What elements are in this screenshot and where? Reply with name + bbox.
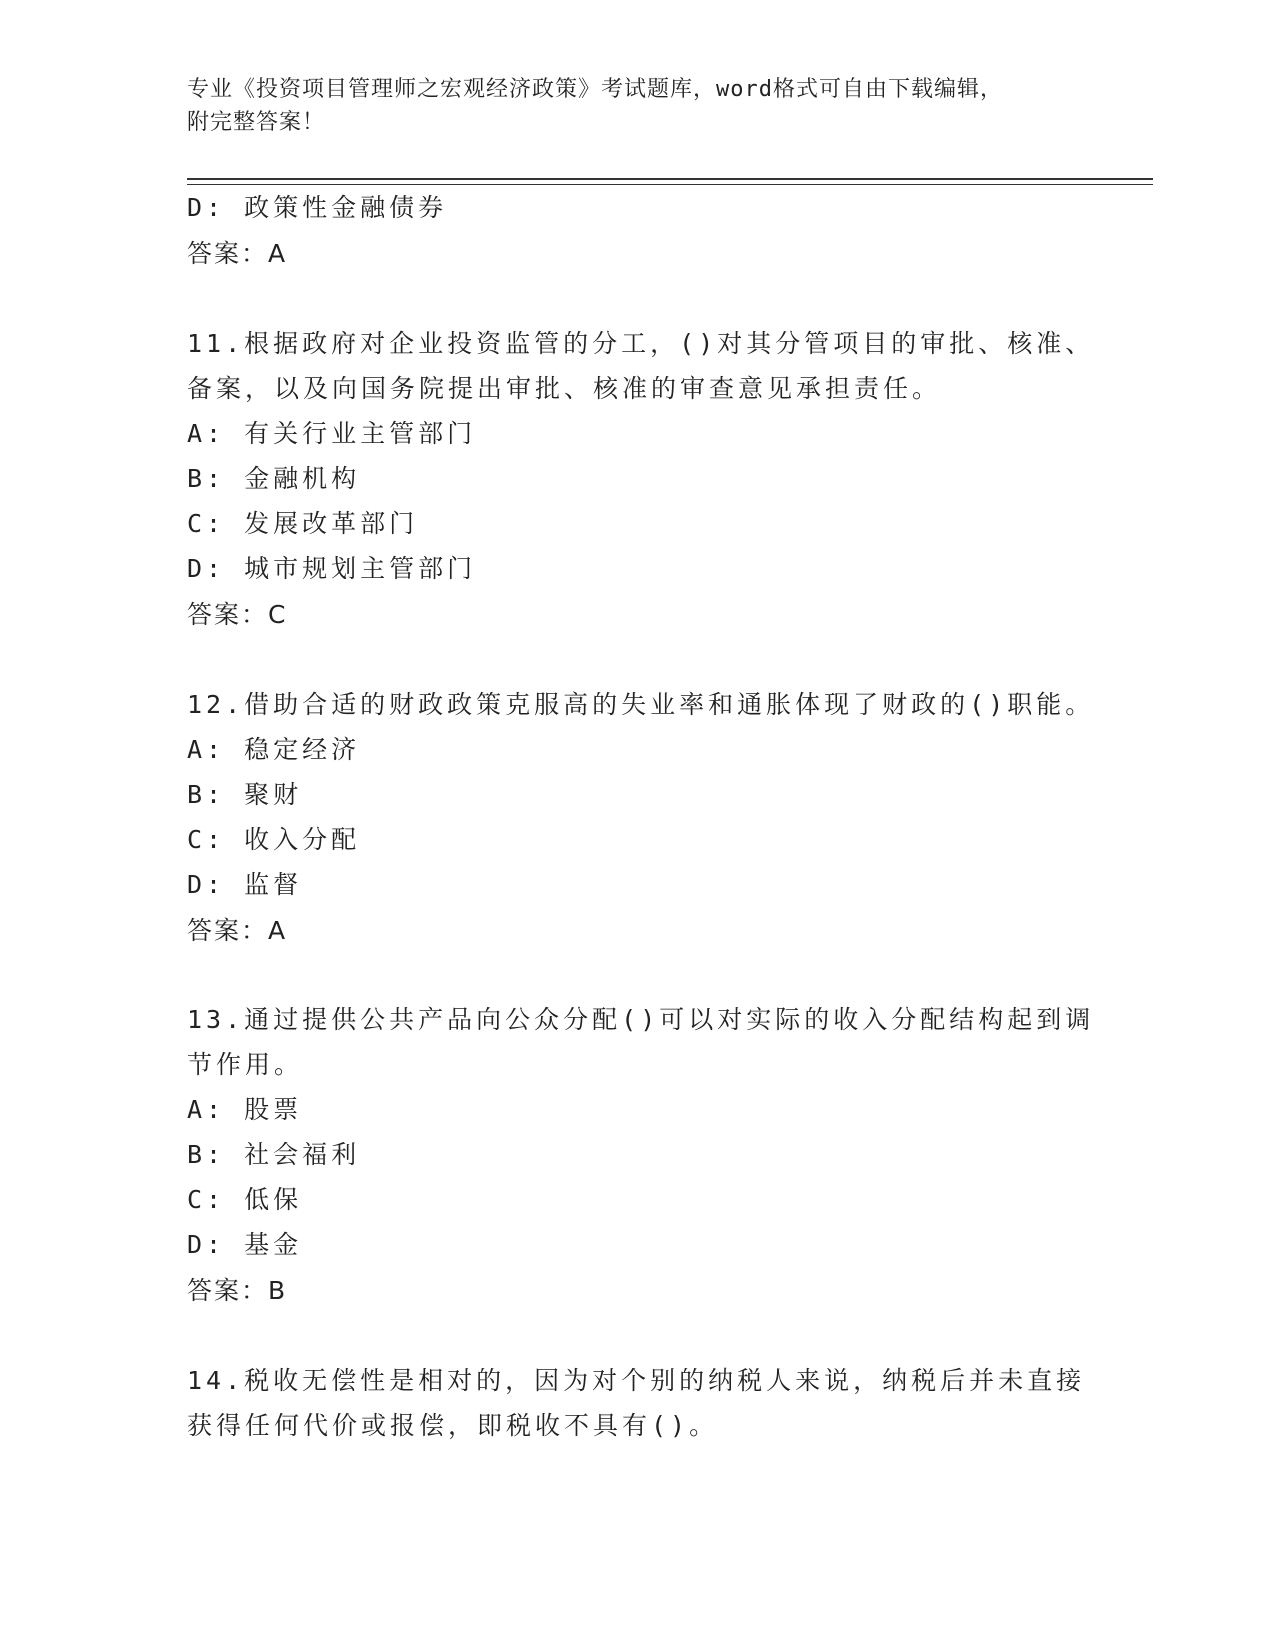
q12-option-a: A: 稳定经济 — [187, 735, 361, 764]
q12-option-d: D: 监督 — [187, 870, 303, 899]
q12-option-c: C: 收入分配 — [187, 825, 361, 854]
q11-text-line-1: 11.根据政府对企业投资监管的分工，()对其分管项目的审批、核准、 — [187, 329, 1095, 358]
q12-text-line-1: 12.借助合适的财政政策克服高的失业率和通胀体现了财政的()职能。 — [187, 690, 1095, 719]
q14-text-line-1: 14.税收无偿性是相对的，因为对个别的纳税人来说，纳税后并未直接 — [187, 1366, 1086, 1395]
q13-option-b: B: 社会福利 — [187, 1140, 361, 1169]
q11-answer: 答案：C — [187, 600, 288, 629]
header-line-1: 专业《投资项目管理师之宏观经济政策》考试题库，word格式可自由下载编辑， — [187, 77, 1003, 102]
q11-option-d: D: 城市规划主管部门 — [187, 554, 477, 583]
header-divider-thin — [187, 184, 1153, 185]
q12-answer: 答案：A — [187, 916, 288, 945]
document-header — [187, 73, 1087, 139]
q13-option-c: C: 低保 — [187, 1185, 303, 1214]
q14-text-line-2: 获得任何代价或报偿，即税收不具有()。 — [187, 1411, 719, 1440]
q13-option-d: D: 基金 — [187, 1230, 303, 1259]
q11-option-c: C: 发展改革部门 — [187, 509, 419, 538]
q13-answer: 答案：B — [187, 1276, 288, 1305]
header-divider-thick — [187, 178, 1153, 180]
q13-text-line-2: 节作用。 — [187, 1050, 304, 1079]
q13-text-line-1: 13.通过提供公共产品向公众分配()可以对实际的收入分配结构起到调 — [187, 1005, 1095, 1034]
q11-option-b: B: 金融机构 — [187, 464, 361, 493]
q11-option-a: A: 有关行业主管部门 — [187, 419, 477, 448]
header-line-2: 附完整答案！ — [187, 110, 326, 135]
prev-option-d: D: 政策性金融债券 — [187, 193, 448, 222]
q13-option-a: A: 股票 — [187, 1095, 303, 1124]
q12-option-b: B: 聚财 — [187, 780, 303, 809]
prev-answer: 答案：A — [187, 239, 288, 268]
q11-text-line-2: 备案，以及向国务院提出审批、核准的审查意见承担责任。 — [187, 374, 942, 403]
